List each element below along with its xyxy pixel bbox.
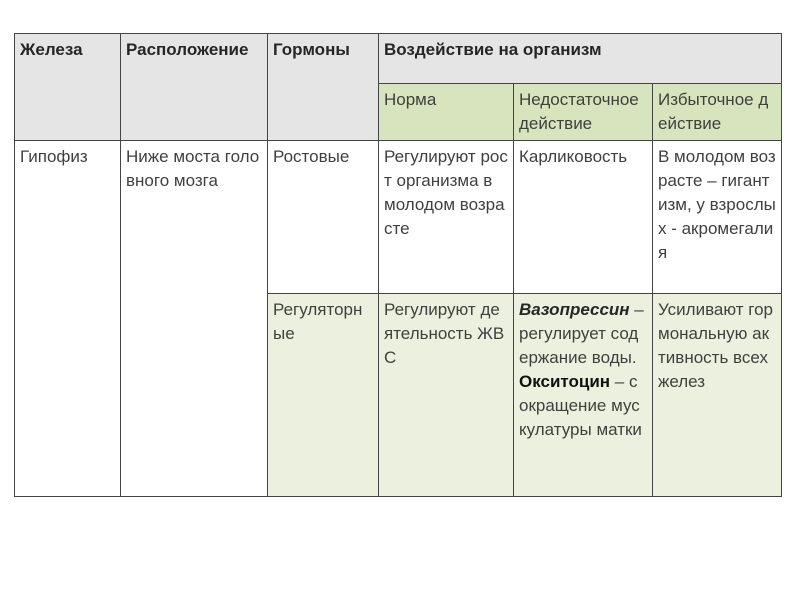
hormone-vasopressin: Вазопрессин xyxy=(519,300,630,319)
vasopressin-text: – регулирует содержание воды. xyxy=(519,300,644,367)
cell-deficient-regulatory xyxy=(514,294,653,497)
header-effect: Воздействие на организм xyxy=(379,34,782,84)
cell-excess-regulatory: Усиливают гормональную активность всех желез xyxy=(653,294,782,497)
hormones-table xyxy=(14,33,782,497)
cell-norm-growth: Регулируют рост организма в молодом возрасте xyxy=(379,141,514,294)
hormone-oxytocin: Окситоцин xyxy=(519,372,611,391)
header-location: Расположение xyxy=(121,34,268,141)
header-norm: Норма xyxy=(379,84,514,141)
cell-gland: Гипофиз xyxy=(15,141,121,497)
header-excess: Избыточное действие xyxy=(653,84,782,141)
header-hormones: Гормоны xyxy=(268,34,379,141)
cell-norm-regulatory: Регулируют деятельность ЖВС xyxy=(379,294,514,497)
cell-deficient-growth: Карликовость xyxy=(514,141,653,294)
cell-location: Ниже моста головного мозга xyxy=(121,141,268,497)
header-deficient: Недостаточное действие xyxy=(514,84,653,141)
oxytocin-text: – сокращение мускулатуры матки xyxy=(519,372,642,439)
header-gland: Железа xyxy=(15,34,121,141)
cell-hormones-regulatory: Регуляторные xyxy=(268,294,379,497)
cell-hormones-growth: Ростовые xyxy=(268,141,379,294)
cell-excess-growth: В молодом возрасте – гигантизм, у взрослых - акромегалия xyxy=(653,141,782,294)
